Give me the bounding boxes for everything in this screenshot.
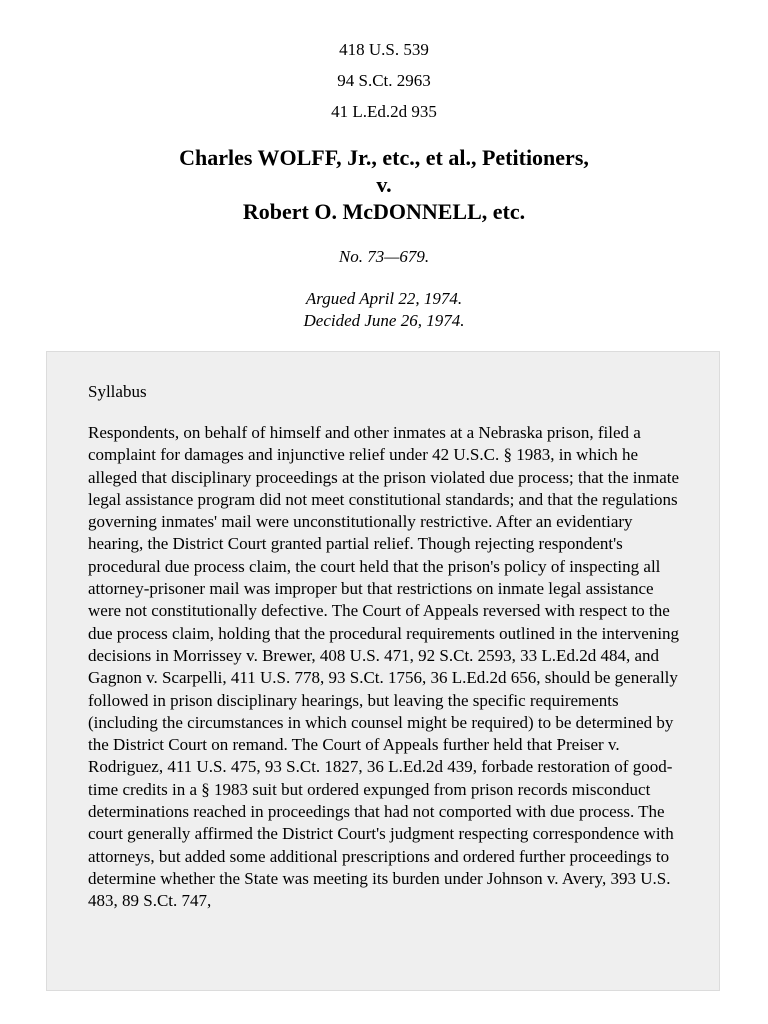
versus-label: v. [376,172,392,197]
syllabus-heading: Syllabus [88,382,147,401]
syllabus-box [46,351,720,991]
decided-date: Decided June 26, 1974. [303,311,465,330]
citation-led: 41 L.Ed.2d 935 [331,102,437,121]
case-title [0,144,768,225]
respondent-name: Robert O. McDONNELL, etc. [242,199,526,224]
decision-dates [0,288,768,332]
citation-sct: 94 S.Ct. 2963 [337,71,431,90]
citation-us: 418 U.S. 539 [339,40,429,59]
argued-date: Argued April 22, 1974. [305,289,463,308]
docket-number: No. 73—679. [338,247,430,266]
citations [0,34,768,127]
syllabus-text: Respondents, on behalf of himself and other inmates at a Nebraska prison, filed a complaint for damages and injunctive relief under 42 U.S.C. § 1983, in which he alleged that disciplinary proceedings at the prison violated due process; that the inmate legal assistance program did not meet constitutional standards; and that the regulations governing inmates' mail were unconstitutionally restrictive. After an evidentiary hearing, the District Court granted partial relief. Though rejecting respondent's procedural due process claim, the court held that the prison's policy of inspecting all attorney-prisoner mail was improper but that restrictions on inmate legal assistance were not constitutionally defective. The Court of Appeals reversed with respect to the due process claim, holding that the procedural requirements outlined in the intervening decisions in Morrissey v. Brewer, 408 U.S. 471, 92 S.Ct. 2593, 33 L.Ed.2d 484, and Gagnon v. Scarpelli, 411 U.S. 778, 93 S.Ct. 1756, 36 L.Ed.2d 656, should be generally followed in prison disciplinary hearings, but leaving the specific requirements (including the circumstances in which counsel might be required) to be determined by the District Court on remand. The Court of Appeals further held that Preiser v. Rodriguez, 411 U.S. 475, 93 S.Ct. 1827, 36 L.Ed.2d 439, forbade restoration of good-time credits in a § 1983 suit but ordered expunged from prison records misconduct determinations reached in proceedings that had not comported with due process. The court generally affirmed the District Court's judgment respecting correspondence with attorneys, but added some additional prescriptions and ordered further proceedings to determine whether the State was meeting its burden under Johnson v. Avery, 393 U.S. 483, 89 S.Ct. 747, [88,423,680,911]
petitioner-name: Charles WOLFF, Jr., etc., et al., Petitioners, [179,145,589,170]
